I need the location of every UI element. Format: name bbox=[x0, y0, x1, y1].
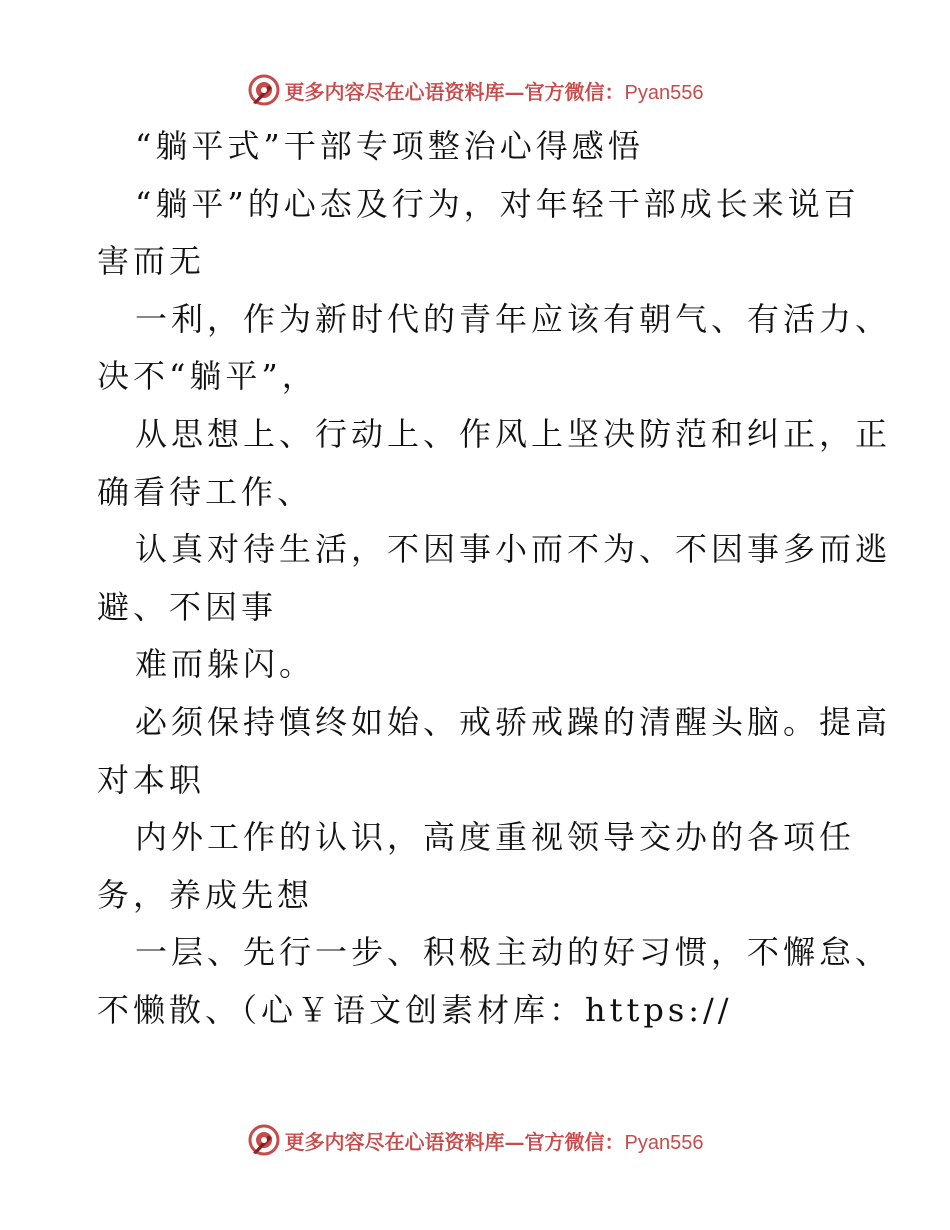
pen-circle-logo-icon bbox=[247, 1123, 281, 1157]
paragraph-line: 确看待工作、 bbox=[97, 472, 314, 511]
paragraph-line: 务，养成先想 bbox=[97, 875, 314, 914]
paragraph-line: 从思想上、行动上、作风上坚决防范和纠正，正 bbox=[135, 414, 892, 453]
document-body bbox=[97, 118, 892, 1040]
paragraph-line: 不懒散、（心￥语文创素材库：https:// bbox=[97, 990, 733, 1029]
paragraph-line: 内外工作的认识，高度重视领导交办的各项任 bbox=[135, 818, 856, 857]
header-wechat-id: Pyan556 bbox=[624, 81, 704, 104]
pen-circle-logo-icon bbox=[247, 73, 281, 107]
header-banner bbox=[0, 70, 950, 110]
paragraph-line: 害而无 bbox=[97, 242, 206, 281]
paragraph-line: 避、不因事 bbox=[97, 587, 278, 626]
paragraph-line: 一层、先行一步、积极主动的好习惯，不懈怠、 bbox=[135, 933, 892, 972]
footer-banner bbox=[0, 1120, 950, 1160]
paragraph-line: 对本职 bbox=[97, 760, 206, 799]
footer-text: 更多内容尽在心语资料库—官方微信：Pyan556 bbox=[284, 1129, 704, 1154]
header-text: 更多内容尽在心语资料库—官方微信：Pyan556 bbox=[284, 79, 704, 104]
document-title: “躺平式”干部专项整治心得感悟 bbox=[135, 127, 644, 165]
paragraph-line: 难而躲闪。 bbox=[135, 645, 316, 684]
footer-wechat-id: Pyan556 bbox=[624, 1131, 704, 1154]
paragraph-line: 必须保持慎终如始、戒骄戒躁的清醒头脑。提高 bbox=[135, 702, 892, 741]
paragraph-line: 认真对待生活，不因事小而不为、不因事多而逃 bbox=[135, 530, 892, 569]
paragraph-line: “躺平”的心态及行为，对年轻干部成长来说百 bbox=[135, 184, 860, 223]
paragraph-line: 决不“躺平”， bbox=[97, 357, 318, 396]
paragraph-line: 一利，作为新时代的青年应该有朝气、有活力、 bbox=[135, 299, 892, 338]
